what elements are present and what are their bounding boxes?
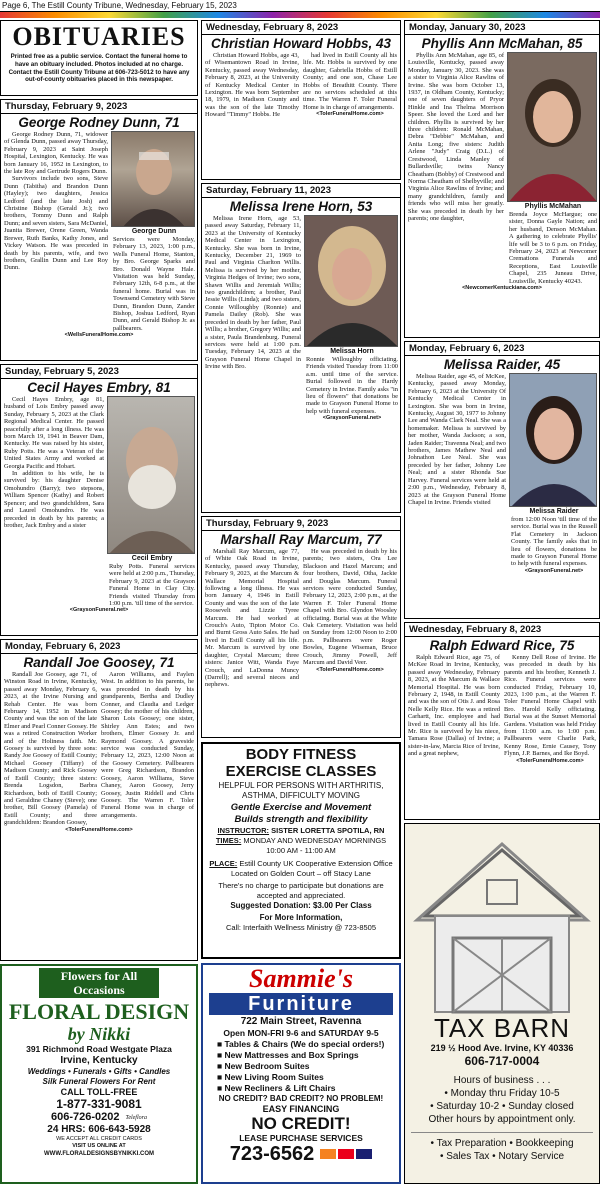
obit-name: Randall Joe Goosey, 71 — [23, 655, 175, 670]
fitness-times: TIMES: MONDAY AND WEDNESDAY MORNINGS — [215, 836, 387, 845]
sammies-item: ■ New Mattresses and Box Springs — [217, 1050, 359, 1060]
fitness-title-2: EXERCISE CLASSES — [225, 763, 377, 780]
obit-name: Phyllis Ann McMahan, 85 — [421, 36, 583, 51]
banner-title: OBITUARIES — [12, 22, 186, 51]
fitness-call: Call: Interfaith Wellness Ministry @ 723-8505 — [225, 923, 377, 932]
photo-caption: Melissa Raider — [529, 508, 579, 515]
floral-silk: Silk Funeral Flowers For Rent — [42, 1077, 156, 1086]
taxbarn-divider — [411, 1132, 593, 1133]
obit-goosey — [0, 639, 198, 961]
obit-text: Randall Joe Goosey, age 71, of Winston Road in Irvine, Kentucky, passed away Monday, February 6, 2023, at the Irvine Nursing and Rehab Center. He was born February 14, 1952 in Madison County and was the son of the late Elmer and Pearl Conner Goosey. He was a retired Construction Worker and of the Holiness faith. Mr. Goosey is survived by three sons: Randy Joe Goosey of Estill County; Michael Goosey (Tiffany) of Madison County; and Rick Goosey of Estill County; three sisters: Brenda Logsdon, Barbra Richardson, both of Estill County; and Geraldine Chaney (Steve); one brother, Bill Goosey (Pamela) of Estill County; and three grandchildren: Brandon Goosey, Aaron Williams, and Faylen West. In addition to his parents, he was preceded in death by his grandparents, Bertha and Dudley Conner, and Claudia and Ledger Goosey; the mother of his children, Sharon Lois Goosey; one sister, Shirley Ann Estes; and two brothers, Elmer Goosey Jr. and Raymond Goosey. A graveside service was conducted Sunday, February 12, 2023, 12:00 Noon at the Goosey Cemetery. Pallbearers were Greg Richardson, Brandon Goosey, Aaron Williams, Steve Chaney, Aaron Goosey, Jerry Goosey, Justin Riddell and Chris Goosey. The Warren F. Toler Funeral Home was in charge of arrangements. — [4, 671, 194, 827]
funeral-credit: <WellsFuneralHome.com> — [64, 332, 134, 339]
obituaries-banner — [0, 20, 198, 96]
fitness-title-1: BODY FITNESS — [245, 746, 357, 763]
taxbarn-services-1: • Tax Preparation • Bookkeeping — [430, 1138, 574, 1149]
portrait-icon — [508, 53, 597, 202]
taxbarn-services-2: • Sales Tax • Notary Service — [439, 1151, 565, 1162]
obit-name: Christian Howard Hobbs, 43 — [210, 36, 392, 51]
floral-24hr: 24 HRS: 606-643-5928 — [47, 1124, 151, 1135]
visa-icon — [356, 1149, 372, 1159]
obit-text-cont: Brenda Joyce McHargue; one sister, Donna Gayle Nation; and her husband, Denson McMahan. A gathering to celebrate Phyllis' life will be 3 to 6 p.m. on Friday, February 24, 2023 at Newcomer Cremations Funerals and Receptions, East Louisville Chapel, 235 Juneau Drive, Louisville, Kentucky 40243. — [509, 211, 597, 285]
funeral-credit: <GraysonFuneral.net> — [69, 607, 129, 614]
sammies-phone: 723-6562 — [229, 1143, 315, 1165]
obit-text-cont: Ruby Potts. Funeral services were held at 2:00 p.m., Thursday, February 9, 2023 at the Grayson Funeral Home in Clay City. Friends visited Thursday from 1:00 p.m. 'till time of the service. — [109, 563, 195, 608]
floral-services: Weddings • Funerals • Gifts • Candles — [27, 1067, 171, 1076]
obit-date: Monday, February 6, 2023 — [1, 640, 197, 654]
photo-melissa-horn — [304, 215, 398, 347]
page-header: Page 6, The Estill County Tribune, Wednesday, February 15, 2023 — [0, 0, 600, 12]
photo-phyllis-mcmahan — [507, 52, 597, 202]
obit-name: George Rodney Dunn, 71 — [18, 115, 180, 130]
floral-web-label: VISIT US ONLINE AT — [72, 1143, 126, 1149]
obit-name: Ralph Edward Rice, 75 — [429, 638, 575, 653]
portrait-icon — [510, 374, 597, 507]
floral-web[interactable]: WWW.FLORALDESIGNSBYNIKKI.COM — [44, 1151, 154, 1157]
taxbarn-hours-title: Hours of business . . . — [453, 1075, 551, 1086]
banner-notice: Printed free as a public service. Contact the funeral home to have an obituary included. Photos included at no charge. Contact the Estill County Tribune at 606-723-5012 to have any out-of-county obituaries placed in this newspaper. — [8, 53, 190, 84]
photo-caption: George Dunn — [131, 228, 177, 235]
obit-text-cont: Ronnie Willoughby officiating. Friends visited Tuesday from 11:00 a.m. until time of the service. Burial followed in the Hardy Cemetery in Irvine. Family asks "in lieu of flowers" that donations be made to Grayson Funeral Home to help with funeral expenses. — [306, 356, 398, 415]
floral-byline: by Nikki — [67, 1024, 131, 1044]
teleflora-logo: Teleflora — [125, 1114, 147, 1121]
sammies-item: ■ Tables & Chairs (We do special orders!) — [217, 1039, 385, 1049]
floral-local-phone: 606-726-0202 — [51, 1111, 120, 1123]
obit-name: Melissa Raider, 45 — [443, 357, 561, 372]
sammies-item: ■ New Bedroom Suites — [217, 1061, 310, 1071]
floral-name: FLORAL DESIGN — [8, 999, 190, 1024]
obit-date: Monday, February 6, 2023 — [405, 342, 599, 356]
sammies-items — [203, 1039, 399, 1094]
sammies-no-credit: NO CREDIT! — [251, 1114, 351, 1133]
funeral-credit: <GraysonFuneral.net> — [524, 567, 584, 574]
taxbarn-hours-3: Other hours by appointment only. — [428, 1114, 576, 1125]
photo-cecil-embry — [107, 396, 195, 554]
obit-embry — [0, 364, 198, 636]
rainbow-strip — [0, 12, 600, 18]
sammies-financing: EASY FINANCING — [262, 1104, 340, 1114]
portrait-icon — [112, 132, 195, 227]
obit-text: Melissa Raider, age 45, of McKee, Kentucky, passed away Monday, February 6, 2023 at the University Of Kentucky Medical Center in Lexington. She was born in Irvine, Kentucky, August 30, 1977 to Johnny Lee and Wanda Clark Neal. She was a homemaker. Melissa is survived by her mother, Wanda Jackson; a son, Jaden Raider; Travenna Neal; and two brothers, James Mathew Neal and Johnathon Lee Neal. She was preceded by her father, Johnny Lee Neal; and a sister Rhonda Sue Harvey. Funeral services were held at 2:00 p.m., Wednesday, February 8, 2023 at the Grayson Funeral Home Chapel in Irvine. Friends visited — [408, 373, 506, 506]
obit-text-cont: from 12:00 Noon 'till time of the service. Burial was in the Russell Flat Cemetery in Jackson County. The family asks that in lieu of flowers, donations be made to Grayson Funeral Home to help with funeral expenses. — [511, 516, 597, 568]
taxbarn-address: 219 ½ Hood Ave. Irvine, KY 40336 — [430, 1043, 574, 1053]
photo-caption: Melissa Horn — [330, 348, 374, 355]
fitness-no-charge: There's no charge to participate but donations are accepted and appreciated. — [218, 881, 384, 900]
taxbarn-hours-2: • Saturday 10-2 • Sunday closed — [430, 1101, 574, 1112]
floral-cards: WE ACCEPT ALL CREDIT CARDS — [56, 1136, 142, 1142]
obit-name: Cecil Hayes Embry, 81 — [27, 380, 171, 395]
obit-date: Wednesday, February 8, 2023 — [405, 623, 599, 637]
obit-name: Marshall Ray Marcum, 77 — [220, 532, 382, 547]
fitness-tag-1: Gentle Exercise and Movement — [230, 802, 372, 813]
ad-sammies-furniture — [201, 963, 401, 1184]
barn-icon — [405, 824, 599, 1014]
obit-date: Thursday, February 9, 2023 — [202, 517, 400, 531]
obit-text: Cecil Hayes Embry, age 81, husband of Lois Embry passed away Sunday, February 5, 2023 at the Clark Regional Medical Center. He passed peacefully after a long illness. He was born March 19, 1941 in Beaver Dam, Kentucky. He was raised by his sister, Ruby Potts. He was a Veteran of the United States Army and worked at Georgia Pacific and Hobart. In addition to his wife, he is survived by: his daughter Denise Omohundro (Barry); two stepsons, William Spencer (Kathy) and Robert Spencer; and two grandchildren, Sara and Laurel Omohundro. He was preceded in death by his parents; a brother, Jack Embry and a sister — [4, 396, 104, 529]
funeral-credit: <TolerFuneralHome.com> — [516, 757, 584, 764]
obit-rice — [404, 622, 600, 820]
fitness-sub: HELPFUL FOR PERSONS WITH ARTHRITIS, ASTHMA, DIFFICULTY MOVING — [218, 781, 384, 800]
portrait-icon — [108, 397, 195, 554]
photo-caption: Cecil Embry — [131, 555, 173, 562]
obit-text: Phyllis Ann McMahan, age 85, of Louisville, Kentucky, passed away Monday, January 30, 2023. She was a sister to Virginia Alice Rawlins of Irvine. She was born October 13, 1937, in Oldham County, Kentucky; one of seven daughters of Pryor Hinkle and Ina Thelma Morrison Speer. She loved the Lord and her children. Phyllis is survived by her three children: Ronald McMahan, Debra "Debbie" McMahan, and Anita Long; five sisters: Judith Arlene "Judy" Craig (D.L.) of Crestwood, Linda Manley of Bullardsville; twins Nancy Cheatham (Bobby) of Crestwood and Norma Cheatham of Shelbyville; and Virginia Alice Rawlins of Irvine; and many grandchildren, family and friends who will miss her greatly. She was preceded in death by her parents; one daughter, — [408, 52, 504, 222]
ad-floral-design — [0, 964, 198, 1184]
discover-card-icon — [320, 1149, 336, 1159]
obit-text: George Rodney Dunn, 71, widower of Glenda Dunn, passed away Thursday, February 9, 2023 at Saint Joseph Hospital, Lexington, Kentucky. He was born January 16, 1952 in Lexington, to the late Roy and Gertrude Rogers Dunn. Survivors include two sons, Steve Dunn (Tabitha) and Brandon Dunn (Hayley); two daughters, Jessica Ledford (and the late Josh) and Christine Bishop (Gerald Jr.); two brothers, Tommy Dunn and Ralph Dunn; and seven sisters, Sara McDaniel, Juanita Brewer, Orene Green, Wanda Brewer, Ruth Banks, Kathy Jones, and Vickey Watson. He was preceded in death by his parents, wife, and two brothers, Grallin Dunn and Lee Roy Dunn. — [4, 131, 108, 272]
floral-tollfree-label: CALL TOLL-FREE — [60, 1087, 138, 1097]
obit-text: Marshall Ray Marcum, age 77, of White Oak Road in Irvine, Kentucky, passed away Thursday, February 9, 2023, at the Marcum & Wallace Memorial Hospital following a long illness. He was born January 4, 1946 in Estill County and was the son of the late Roosevelt and Lizzie Tyree Marcum. He had worked at Crouch's Auto, Tipton Motor Co. and Burnt Gross Auto Sales. He had lived in Estill County all his life. Mr. Marcum is survived by one daughter, Crystal Marcum; three sisters: Janice Witt, Wanda Faye Crouch, and LaDonna Muncy (Darrell); and several nieces and nephews. He was preceded in death by his parents; two sisters, Ora Lee Blackson and Hazel Marcum; and four brothers, David, Otha, Jackie and Douglas Marcum. Funeral services were conducted Sunday, February 12, 2023, 2:00 p.m., at the Warren F. Toler Funeral Home Chapel with Bro. Glyndon Woosley officiating. Burial was at the White Oak Cemetery. Visitation was held on Sunday from 12:00 Noon to 2:00 p.m. Pallbearers were Roger Bowles, Eugene Wiseman, Bruce Crouch, Jimmy Powell, Jeff Marcum and David Veer. <TolerFuneralHome.com> — [205, 548, 397, 689]
sammies-address: 722 Main Street, Ravenna — [240, 1016, 362, 1027]
sammies-credit-q: NO CREDIT? BAD CREDIT? NO PROBLEM! — [218, 1094, 384, 1103]
obit-raider — [404, 341, 600, 619]
obit-hobbs — [201, 20, 401, 180]
obit-mcmahan — [404, 20, 600, 338]
fitness-hours: 10:00 AM - 11:00 AM — [266, 846, 336, 855]
obit-date: Monday, January 30, 2023 — [405, 21, 599, 35]
sammies-lease: LEASE PURCHASE SERVICES — [239, 1133, 363, 1143]
sammies-item: ■ New Living Room Suites — [217, 1072, 324, 1082]
floral-flowers-banner: Flowers for All Occasions — [39, 968, 159, 998]
taxbarn-hours-1: • Monday thru Friday 10-5 — [444, 1088, 560, 1099]
floral-tollfree: 1-877-331-9081 — [56, 1097, 142, 1111]
sammies-furniture: Furniture — [209, 993, 393, 1015]
ad-body-fitness — [201, 742, 401, 959]
obit-horn — [201, 183, 401, 513]
funeral-credit: <TolerFuneralHome.com> — [316, 111, 384, 118]
obit-date: Wednesday, February 8, 2023 — [202, 21, 400, 35]
obit-date: Saturday, February 11, 2023 — [202, 184, 400, 198]
sammies-hours: Open MON-FRI 9-6 and SATURDAY 9-5 — [223, 1028, 379, 1038]
photo-melissa-raider — [509, 373, 597, 507]
obit-dunn — [0, 99, 198, 361]
fitness-instructor: INSTRUCTOR: SISTER LORETTA SPOTILA, RN — [217, 826, 385, 835]
fitness-donation: Suggested Donation: $3.00 Per Class — [230, 901, 372, 910]
floral-city: Irvine, Kentucky — [60, 1055, 138, 1066]
sammies-item: ■ New Recliners & Lift Chairs — [217, 1083, 336, 1093]
obit-name: Melissa Irene Horn, 53 — [229, 199, 373, 214]
funeral-credit: <TolerFuneralHome.com> — [65, 826, 133, 833]
sammies-name: Sammie's — [248, 964, 353, 993]
obit-text: Melissa Irene Horn, age 53, passed away Saturday, February 11, 2023 at the University of Kentucky Medical Center in Lexington, Kentucky. She was born in Irvine, Kentucky, December 21, 1969 to Paul and Virginia Charlton Willis. Melissa is survived by her mother, Virginia Hedges of Irvine; two sons, Shawn Willis and Jeremiah Willis; two grandchildren; a brother, Paul Jessie Willis (Linda); and two sisters, Connie Willoughby (Ronnie) and Pamela Dailey (Rob). She was preceded in death by her father, Paul Willis; a brother, Gregory Willis; and a sister, Paula Brandenburg. Funeral services were held at 1:00 p.m. Tuesday, February 14, 2023 at the Grayson Funeral Home Chapel in Irvine with Bro. — [205, 215, 301, 371]
fitness-info: For More Information, — [259, 913, 343, 922]
fitness-place: PLACE: Estill County UK Cooperative Extension Office Located on Golden Court – off Stacy Lane — [209, 859, 393, 878]
taxbarn-name: TAX BARN — [433, 1013, 571, 1043]
taxbarn-phone: 606-717-0004 — [464, 1054, 540, 1068]
floral-address: 391 Richmond Road Westgate Plaza — [26, 1044, 172, 1054]
mastercard-icon — [338, 1149, 354, 1159]
obit-marcum — [201, 516, 401, 738]
obit-text: Ralph Edward Rice, age 75, of McKee Road in Irvine, Kentucky, passed away Wednesday, February 8, 2023, at the Marcum & Wallace Memorial Hospital. He was born February 2, 1948, in Estill County and was the son of Otis J. and Rosa Nelle Kelly Rice. He was a retired Carhartt, Inc. employee and had lived in Estill County all his life. Mr. Rice is survived by his niece, Tamara Rose (Dallas) of Irvine; a sister-in-law, Marcia Rice of Irvine, and a great nephew, Kenny Dell Rose of Irvine. He was preceded in death by his parents and his brother, Kenneth J. Rice. Funeral services were conducted Friday, February 10, 2023, 1:00 p.m., at the Warren F. Toler Funeral Home Chapel with Bro. Harold Kelly officiating. Burial was at the Sunset Memorial Gardens. Visitation was held Friday from 11:00 a.m. to 1:00 p.m. Pallbearers were Charlie Park, Kenny Rose, Ernie Causey, Tony Flynn, J.P. Barnes, and Ike Boyd. <TolerFuneralHome.com> — [408, 654, 596, 764]
funeral-credit: <NewcomerKentuckiana.com> — [462, 285, 542, 292]
obit-date: Sunday, February 5, 2023 — [1, 365, 197, 379]
photo-caption: Phyllis McMahan — [524, 203, 582, 210]
portrait-icon — [305, 216, 398, 347]
funeral-credit: <TolerFuneralHome.com> — [316, 666, 384, 673]
fitness-tag-2: Builds strength and flexibility — [234, 814, 368, 825]
obit-text-cont: Services were Monday, February 13, 2023, 1:00 p.m., Wells Funeral Home, Stanton, by Bro. George Sparks and Bro. Donald Wayne Hale. Visitation was held Sunday, February 12th, 6-8 p.m., at the funeral home. Burial was in Townsend Cemetery with Steve Dunn, Brandon Dunn, Zander Bishop, Joshua Ledford, Ryan Dunn, and Gerald Bishop Jr. as pallbearers. — [113, 236, 195, 332]
ad-tax-barn — [404, 823, 600, 1184]
funeral-credit: <GraysonFuneral.net> — [322, 415, 382, 422]
credit-card-icons — [320, 1149, 372, 1159]
obit-date: Thursday, February 9, 2023 — [1, 100, 197, 114]
photo-george-dunn — [111, 131, 195, 227]
obit-text: Christian Howard Hobbs, age 43, of Wisemantown Road in Irvine, Kentucky, passed away Wednesday, February 8, 2023, at the University of Kentucky Medical Center in Lexington. He was born September 18, 1979, in Madison County and was the son of the late Timothy Howard "Timmy" Hobbs. He had lived in Estill County all his life. Mr. Hobbs is survived by one daughter, Gabriella Hobbs of Estill County; and one son, Chase Lee Hobbs of Breathitt County. There are no services scheduled at this time. The Warren F. Toler Funeral Home is in charge of arrangements. <TolerFuneralHome.com> — [205, 52, 397, 119]
